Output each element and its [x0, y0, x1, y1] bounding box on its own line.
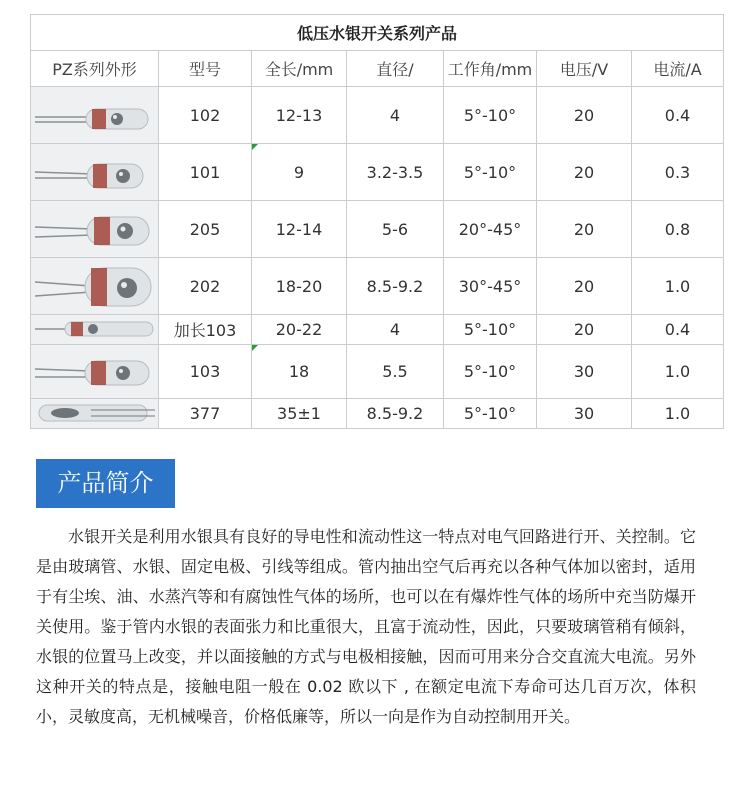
cell-length: 12-13: [252, 87, 347, 144]
header-current: 电流/A: [632, 51, 724, 87]
cell-angle: 5°-10°: [444, 87, 537, 144]
cell-voltage: 20: [537, 201, 632, 258]
header-model: 型号: [159, 51, 252, 87]
cell-current: 0.8: [632, 201, 724, 258]
header-shape: PZ系列外形: [31, 51, 159, 87]
cell-diameter: 4: [347, 87, 444, 144]
cell-angle: 5°-10°: [444, 315, 537, 345]
cell-voltage: 20: [537, 87, 632, 144]
table-row: [31, 87, 724, 144]
cell-angle: 5°-10°: [444, 345, 537, 399]
cell-length: 12-14: [252, 201, 347, 258]
cell-voltage: 20: [537, 258, 632, 315]
cell-angle: 5°-10°: [444, 399, 537, 429]
cell-length: 18-20: [252, 258, 347, 315]
cell-current: 1.0: [632, 258, 724, 315]
cell-model: 101: [159, 144, 252, 201]
cell-model: 377: [159, 399, 252, 429]
cell-current: 0.4: [632, 315, 724, 345]
table-row: [31, 258, 724, 315]
switch-photo-101: [31, 144, 159, 201]
cell-voltage: 20: [537, 315, 632, 345]
cell-diameter: 5.5: [347, 345, 444, 399]
cell-current: 0.4: [632, 87, 724, 144]
switch-photo-205: [31, 201, 159, 258]
table-row: [31, 399, 724, 429]
cell-length: 18: [252, 345, 347, 399]
cell-angle: 30°-45°: [444, 258, 537, 315]
header-diameter: 直径/: [347, 51, 444, 87]
switch-photo-377: [31, 399, 159, 429]
cell-model: 205: [159, 201, 252, 258]
cell-diameter: 8.5-9.2: [347, 399, 444, 429]
table-row: [31, 345, 724, 399]
cell-current: 0.3: [632, 144, 724, 201]
switch-photo-102: [31, 87, 159, 144]
product-spec-table: [30, 14, 724, 429]
cell-model: 202: [159, 258, 252, 315]
table-header-row: [31, 51, 724, 87]
cell-diameter: 5-6: [347, 201, 444, 258]
cell-diameter: 3.2-3.5: [347, 144, 444, 201]
cell-voltage: 30: [537, 345, 632, 399]
cell-length: 9: [252, 144, 347, 201]
table-row: [31, 315, 724, 345]
cell-diameter: 4: [347, 315, 444, 345]
table-row: [31, 201, 724, 258]
header-angle: 工作角/mm: [444, 51, 537, 87]
switch-photo-103: [31, 345, 159, 399]
table-row: [31, 144, 724, 201]
table-title: 低压水银开关系列产品: [31, 15, 724, 51]
cell-length: 20-22: [252, 315, 347, 345]
cell-current: 1.0: [632, 399, 724, 429]
cell-current: 1.0: [632, 345, 724, 399]
switch-photo-103-long: [31, 315, 159, 345]
cell-voltage: 20: [537, 144, 632, 201]
cell-voltage: 30: [537, 399, 632, 429]
cell-model: 加长103: [159, 315, 252, 345]
cell-angle: 20°-45°: [444, 201, 537, 258]
cell-length: 35±1: [252, 399, 347, 429]
product-intro-paragraph: 水银开关是利用水银具有良好的导电性和流动性这一特点对电气回路进行开、关控制。它是由玻璃管、水银、固定电极、引线等组成。管内抽出空气后再充以各种气体加以密封，适用于有尘埃、油、水蒸汽等和有腐蚀性气体的场所，也可以在有爆炸性气体的场所中充当防爆开关使用。鉴于管内水银的表面张力和比重很大，且富于流动性，因此，只要玻璃管稍有倾斜，水银的位置马上改变，并以面接触的方式与电极相接触，因而可用来分合交直流大电流。另外这种开关的特点是，接触电阻一般在 0.02 欧以下 , 在额定电流下寿命可达几百万次，体积小，灵敏度高，无机械噪音，价格低廉等，所以一向是作为自动控制用开关。: [36, 527, 696, 726]
header-voltage: 电压/V: [537, 51, 632, 87]
section-title-product-intro: 产品简介: [36, 459, 175, 508]
cell-model: 102: [159, 87, 252, 144]
cell-angle: 5°-10°: [444, 144, 537, 201]
cell-model: 103: [159, 345, 252, 399]
cell-diameter: 8.5-9.2: [347, 258, 444, 315]
switch-photo-202: [31, 258, 159, 315]
header-length: 全长/mm: [252, 51, 347, 87]
